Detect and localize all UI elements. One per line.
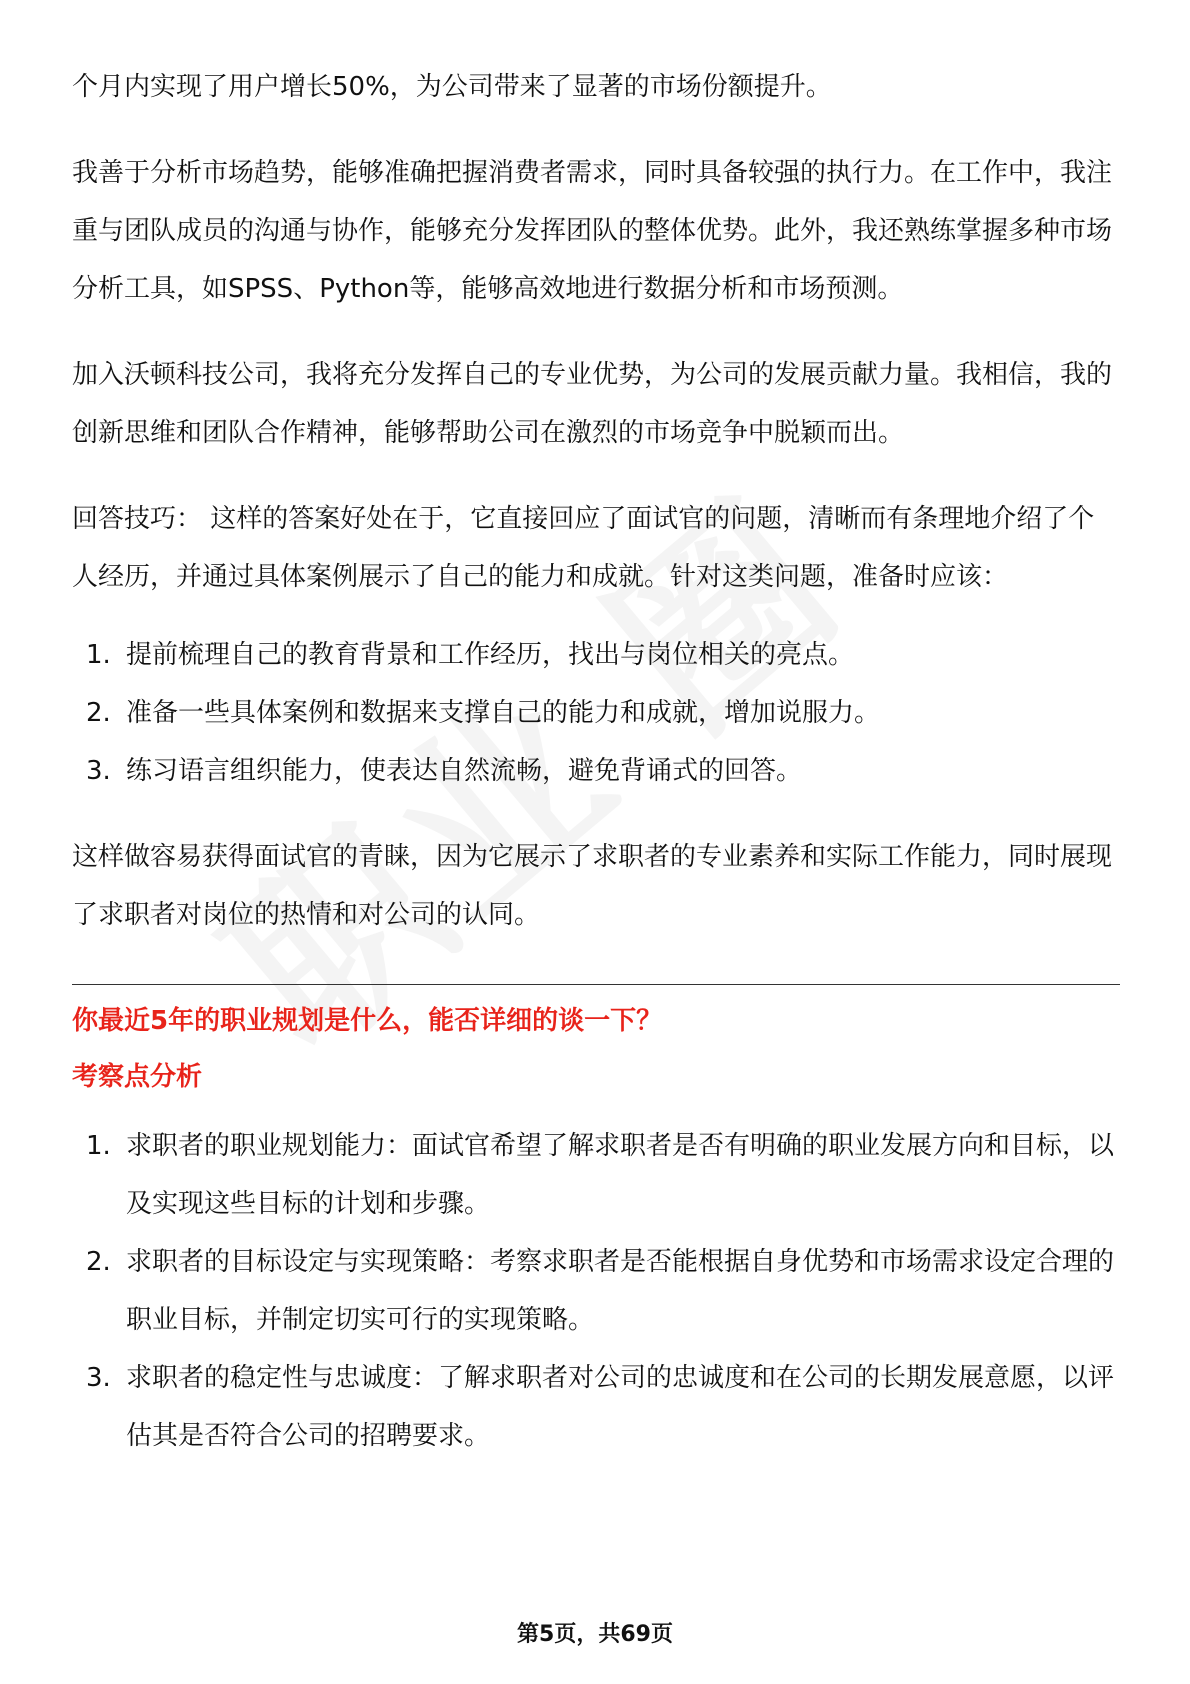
list-item-text: 求职者的职业规划能力：面试官希望了解求职者是否有明确的职业发展方向和目标，以及实现这些目标的计划和步骤。 bbox=[126, 1131, 1115, 1219]
list-item-text: 练习语言组织能力，使表达自然流畅，避免背诵式的回答。 bbox=[126, 756, 803, 786]
list-item-text: 求职者的目标设定与实现策略：考察求职者是否能根据自身优势和市场需求设定合理的职业目标，并制定切实可行的实现策略。 bbox=[126, 1247, 1115, 1335]
paragraph-strengths: 我善于分析市场趋势，能够准确把握消费者需求，同时具备较强的执行力。在工作中，我注重与团队成员的沟通与协作，能够充分发挥团队的整体优势。此外，我还熟练掌握多种市场分析工具，如SPSS、Python等，能够高效地进行数据分析和市场预测。 bbox=[72, 158, 1113, 304]
list-item-number: 2. bbox=[86, 1247, 111, 1277]
analysis-list bbox=[72, 1117, 1120, 1465]
list-item bbox=[72, 684, 1120, 742]
question-title: 你最近5年的职业规划是什么，能否详细的谈一下？ bbox=[72, 1006, 663, 1036]
paragraph-join-company: 加入沃顿科技公司，我将充分发挥自己的专业优势，为公司的发展贡献力量。我相信，我的创新思维和团队合作精神，能够帮助公司在激烈的市场竞争中脱颖而出。 bbox=[72, 360, 1113, 448]
tips-list bbox=[72, 626, 1120, 800]
list-item bbox=[72, 1117, 1120, 1233]
paragraph-answer-tips: 回答技巧： 这样的答案好处在于，它直接回应了面试官的问题，清晰而有条理地介绍了个人经历，并通过具体案例展示了自己的能力和成就。针对这类问题，准备时应该： bbox=[72, 504, 1095, 592]
list-item-text: 求职者的稳定性与忠诚度：了解求职者对公司的忠诚度和在公司的长期发展意愿，以评估其是否符合公司的招聘要求。 bbox=[126, 1363, 1115, 1451]
list-item bbox=[72, 1349, 1120, 1465]
list-item bbox=[72, 1233, 1120, 1349]
list-item-text: 准备一些具体案例和数据来支撑自己的能力和成就，增加说服力。 bbox=[126, 698, 881, 728]
list-item-number: 1. bbox=[86, 1131, 111, 1161]
list-item bbox=[72, 742, 1120, 800]
list-item bbox=[72, 626, 1120, 684]
page-number: 第5页，共69页 bbox=[517, 1622, 673, 1647]
list-item-number: 3. bbox=[86, 1363, 111, 1393]
analysis-heading: 考察点分析 bbox=[72, 1062, 203, 1092]
page-content bbox=[72, 58, 1120, 1465]
list-item-number: 1. bbox=[86, 640, 111, 670]
paragraph-conclusion: 这样做容易获得面试官的青睐，因为它展示了求职者的专业素养和实际工作能力，同时展现了求职者对岗位的热情和对公司的认同。 bbox=[72, 842, 1113, 930]
list-item-number: 3. bbox=[86, 756, 111, 786]
paragraph-continuation: 个月内实现了用户增长50%，为公司带来了显著的市场份额提升。 bbox=[72, 72, 832, 102]
list-item-number: 2. bbox=[86, 698, 111, 728]
list-item-text: 提前梳理自己的教育背景和工作经历，找出与岗位相关的亮点。 bbox=[126, 640, 855, 670]
